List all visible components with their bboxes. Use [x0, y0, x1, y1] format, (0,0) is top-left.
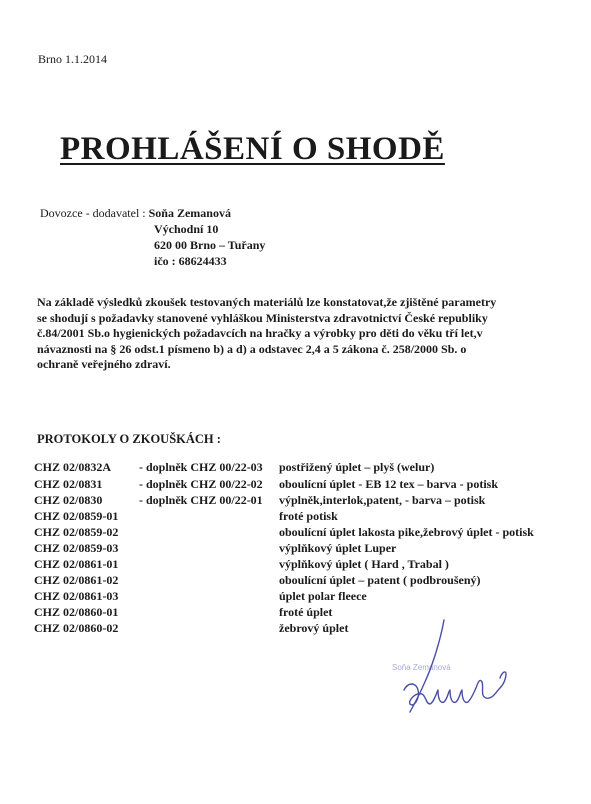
protocol-code: CHZ 02/0830: [34, 493, 103, 507]
protocol-code: CHZ 02/0859-03: [34, 541, 119, 555]
protocol-code: CHZ 02/0860-01: [34, 605, 119, 619]
protocol-description: oboulícní úplet - EB 12 tex – barva - potisk: [279, 477, 499, 491]
declaration-line: Na základě výsledků zkoušek testovaných materiálů lze konstatovat,že zjištěné parametry: [37, 295, 497, 309]
protocol-code: CHZ 02/0860-02: [34, 621, 119, 635]
protocol-description: výplňkový úplet ( Hard , Trabal ): [279, 557, 449, 571]
protocol-description: postřižený úplet – plyš (welur): [279, 460, 435, 474]
protocol-description: oboulícní úplet – patent ( podbroušený): [279, 573, 481, 587]
document-date: Brno 1.1.2014: [38, 52, 107, 66]
protocol-code: CHZ 02/0861-02: [34, 573, 119, 587]
declaration-line: se shodují s požadavky stanovené vyhláškou Ministerstva zdravotnictví České republiky: [37, 310, 488, 325]
protocol-description: výplňkový úplet Luper: [279, 541, 397, 555]
protocol-code: CHZ 02/0861-03: [34, 589, 119, 603]
protocol-code: CHZ 02/0832A: [34, 460, 112, 474]
protocol-description: úplet polar fleece: [279, 589, 367, 603]
address-city: 620 00 Brno – Tuřany: [154, 238, 266, 252]
protocol-description: froté potisk: [279, 509, 338, 523]
address-street: Východní 10: [154, 222, 219, 236]
declaration-line: návaznosti na § 26 odst.1 písmeno b) a d) a odstavec 2,4 a 5 zákona č. 258/2000 Sb. o: [37, 341, 467, 356]
protocol-code: CHZ 02/0831: [34, 477, 103, 491]
protocol-description: výplněk,interlok,patent, - barva – potisk: [279, 493, 486, 507]
importer-label: [40, 206, 231, 221]
importer-label-text: Dovozce - dodavatel :: [40, 206, 146, 220]
protocol-supplement: - doplněk CHZ 00/22-01: [139, 493, 263, 507]
protocol-code: CHZ 02/0859-02: [34, 525, 119, 539]
protocol-code: CHZ 02/0859-01: [34, 509, 119, 523]
protocol-description: froté úplet: [279, 605, 333, 619]
company-id: ičo : 68624433: [154, 254, 227, 268]
signature-stamp: [382, 612, 532, 722]
declaration-text: [37, 295, 582, 373]
declaration-line: ochraně veřejného zdraví.: [37, 357, 171, 371]
protocol-code: CHZ 02/0861-01: [34, 557, 119, 571]
protocols-heading: PROTOKOLY O ZKOUŠKÁCH :: [37, 432, 221, 446]
declaration-line: č.84/2001 Sb.o hygienických požadavcích na hračky a výrobky pro děti do věku tří let,v: [37, 326, 483, 340]
protocol-supplement: - doplněk CHZ 00/22-03: [139, 460, 263, 474]
page-title: PROHLÁŠENÍ O SHODĚ: [60, 131, 445, 167]
protocol-description: oboulícní úplet lakosta pike,žebrový úplet - potisk: [279, 525, 534, 539]
importer-name: Soňa Zemanová: [148, 206, 231, 220]
stamp-text: Soňa Zemanová: [392, 663, 451, 672]
protocol-description: žebrový úplet: [279, 621, 349, 635]
protocol-supplement: - doplněk CHZ 00/22-02: [139, 477, 263, 491]
